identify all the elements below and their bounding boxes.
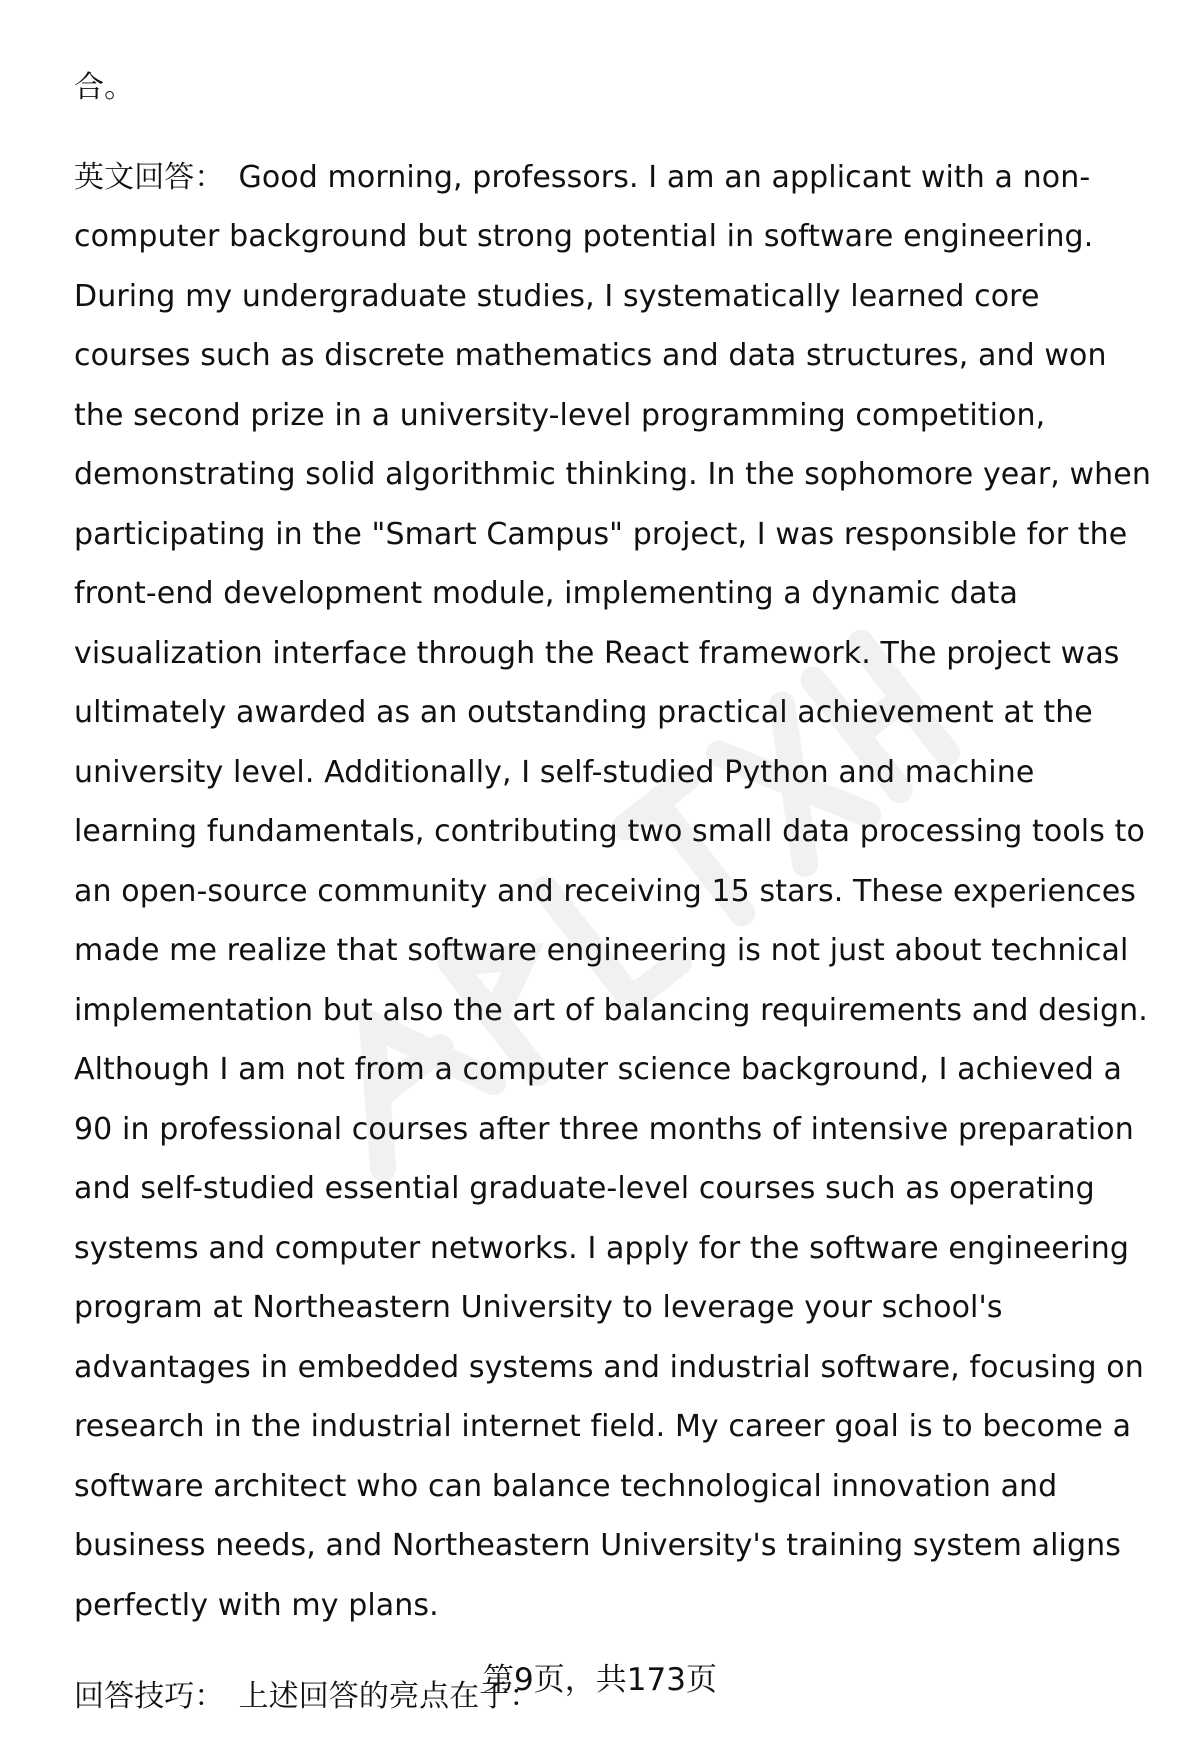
tips-label: 回答技巧： (74, 1679, 225, 1714)
answer-text: Good morning, professors. I am an applicant with a non-computer background but strong potential in software engineering. During my undergraduate studies, I systematically learned core courses such as discrete mathematics and data structures, and won the second prize in a university-level programming competition, demonstrating solid algorithmic thinking. In the sophomore year, when participating in the "Smart Campus" project, I was responsible for the front-end development module, implementing a dynamic data visualization interface through the React framework. The project was ultimately awarded as an outstanding practical achievement at the university level. Additionally, I self-studied Python and machine learning fundamentals, contributing two small data processing tools to an open-source community and receiving 15 stars. These experiences made me realize that software engineering is not just about technical implementation but also the art of balancing requirements and design. Although I am not from a computer science background, I achieved a 90 in professional courses after three months of intensive preparation and self-studied essential graduate-level courses such as operating systems and computer networks. I apply for the software engineering program at Northeastern University to leverage your school's advantages in embedded systems and industrial software, focusing on research in the industrial internet field. My career goal is to become a software architect who can balance technological innovation and business needs, and Northeastern University's training system aligns perfectly with my plans. (74, 159, 1151, 1623)
answer-label: 英文回答： (74, 159, 225, 195)
continuation-text: 合。 (74, 70, 135, 105)
english-answer-paragraph (74, 148, 1154, 1636)
page-indicator: 第9页，共173页 (483, 1662, 717, 1698)
document-body (74, 58, 1154, 1727)
tips-text: 上述回答的亮点在于： (238, 1679, 540, 1714)
